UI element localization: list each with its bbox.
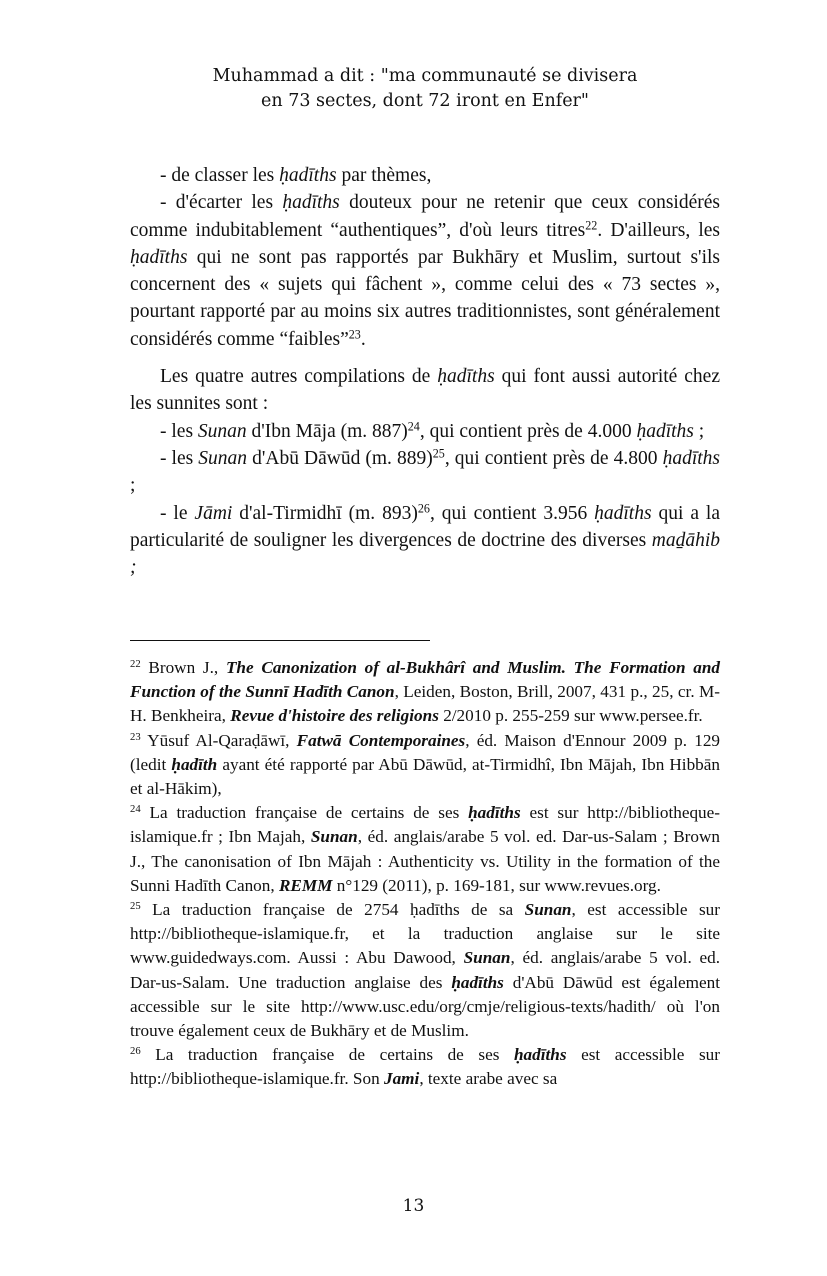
main-text	[130, 162, 720, 581]
footnote-25: $^{25}$ La traduction française de 2754 ḥadīths de sa Sunan, est accessible sur http://bibliotheque-islamique.fr, et la traduction anglaise sur le site www.guidedways.com. Aussi : Abu Dawood, Sunan, éd. anglais/arabe 5 vol. ed. Dar-us-Salam. Une traduction anglaise des ḥadīths d'Abū Dāwūd est également accessible sur le site http://www.usc.edu/org/cmje/religious-texts/hadith/ où l'on trouve également ceux de Bukhāry et de Muslim.	[130, 900, 720, 1041]
paragraph-2: - d'écarter les ḥadīths douteux pour ne retenir que ceux considérés comme indubitablement “authentiques”, d'où leurs titres$^{22}$. D'ailleurs, les ḥadīths qui ne sont pas rapportés par Bukhāry et Muslim, surtout s'ils concernent des « sujets qui fâchent », comme celui des « 73 sectes », pourtant rapporté par au moins six autres traditionnistes, sont généralement considérés comme “faibles”$^{23}$.	[130, 192, 720, 350]
footnote-ref-22: 22	[585, 217, 598, 232]
footnote-24: $^{24}$ La traduction française de certains de ses ḥadīths est sur http://bibliotheque-islamique.fr ; Ibn Majah, Sunan, éd. anglais/arabe 5 vol. ed. Dar-us-Salam ; Brown J., The canonisation of Ibn Mājah : Authenticity vs. Utility in the formation of the Sunni Hadīth Canon, REMM n°129 (2011), p. 169-181, sur www.revues.org.	[130, 803, 720, 895]
paragraph-3: Les quatre autres compilations de ḥadīths qui font aussi autorité chez les sunnites sont :	[130, 366, 720, 415]
footnote-23: $^{23}$ Yūsuf Al-Qaraḍāwī, Fatwā Contemporaines, éd. Maison d'Ennour 2009 p. 129 (ledit ḥadīth ayant été rapporté par Abū Dāwūd, at-Tirmidhî, Ibn Mājah, Ibn Hibbān et al-Hākim),	[130, 730, 721, 799]
footnotes	[130, 656, 720, 1092]
footnote-22: $^{22}$ Brown J., The Canonization of al-Bukhârî and Muslim. The Formation and Function of the Sunnī Hadīth Canon, Leiden, Boston, Brill, 2007, 431 p., 25, cr. M-H. Benkheira, Revue d'histoire des religions 2/2010 p. 255-259 sur www.persee.fr.	[130, 658, 721, 726]
header-line-2: en 73 sectes, dont 72 iront en Enfer"	[261, 91, 589, 111]
footnote-separator	[130, 640, 430, 641]
header-line-1: Muhammad a dit : "ma communauté se divisera	[212, 66, 638, 86]
paragraph-6: - le Jāmi d'al-Tirmidhī (m. 893)$^{26}$, qui contient 3.956 ḥadīths qui a la particularité de souligner les divergences de doctrine des diverses maḏāhib ;	[130, 500, 720, 579]
page-number: 13	[402, 1196, 425, 1216]
footnote-ref-25: 25	[432, 446, 445, 461]
footnote-ref-23: 23	[348, 327, 361, 342]
paragraph-4: - les Sunan d'Ibn Māja (m. 887)$^{24}$, qui contient près de 4.000 ḥadīths ;	[160, 419, 705, 442]
footnote-ref-26: 26	[417, 500, 430, 515]
paragraph-5: - les Sunan d'Abū Dāwūd (m. 889)$^{25}$, qui contient près de 4.800 ḥadīths ;	[130, 446, 720, 497]
paragraph-1: - de classer les ḥadīths par thèmes,	[160, 165, 432, 186]
footnote-26: $^{26}$ La traduction française de certains de ses ḥadīths est accessible sur http://bibliotheque-islamique.fr. Son Jami, texte arabe avec sa	[130, 1045, 720, 1089]
footnote-ref-24: 24	[407, 419, 420, 434]
running-header	[130, 64, 720, 114]
